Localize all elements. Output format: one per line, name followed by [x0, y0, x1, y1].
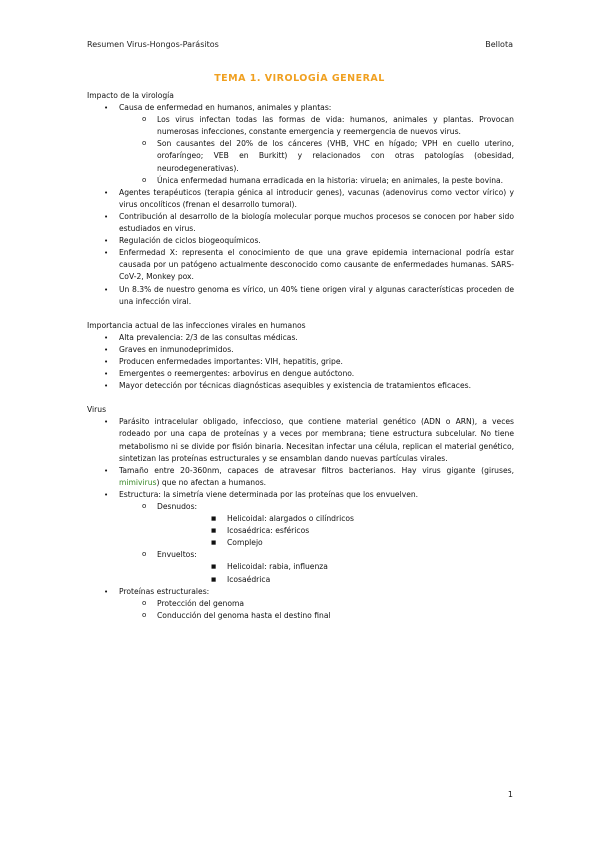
list-item: • Mayor detección por técnicas diagnósticas asequibles y existencia de tratamientos eficaces.: [87, 380, 514, 392]
list-item: • Producen enfermedades importantes: VIH, hepatitis, gripe.: [87, 356, 514, 368]
sub-list: [119, 501, 514, 586]
sub-list-item: o Única enfermedad humana erradicada en la historia: viruela; en animales, la peste bovina.: [119, 175, 514, 187]
list-item: [87, 586, 514, 622]
leaf-item: ■ Helicoidal: rabia, influenza: [157, 561, 514, 573]
bullet-list: [87, 416, 514, 622]
sub-list: [119, 598, 514, 622]
highlighted-term: mimivirus: [119, 477, 157, 487]
leaf-item: ■ Icosaédrica: esféricos: [157, 525, 514, 537]
list-item: [87, 489, 514, 586]
section-heading: Impacto de la virología: [87, 91, 174, 100]
list-item: • Un 8.3% de nuestro genoma es vírico, un 40% tiene origen viral y algunas características proceden de una infección viral.: [87, 284, 514, 308]
document-title: TEMA 1. VIROLOGÍA GENERAL: [214, 73, 385, 84]
leaf-item: ■ Complejo: [157, 537, 514, 549]
section-heading: Virus: [87, 405, 107, 415]
leaf-item: ■ Helicoidal: alargados o cilíndricos: [157, 513, 514, 525]
list-item: • Regulación de ciclos biogeoquímicos.: [87, 235, 514, 247]
sub-list-label: Envueltos:: [157, 550, 197, 560]
list-item: • Parásito intracelular obligado, infeccioso, que contiene material genético (ADN o ARN), a veces rodeado por una capa de proteínas y a veces por membrana; tiene estructura subcelular. No tiene metabolismo ni se divide por fisión binaria. Necesitan infectar una célula, replican el material genético, sintetizan las proteínas estructurales y se ensamblan dando nuevas partículas virales.: [87, 416, 514, 464]
list-item-text: Tamaño entre 20-360nm, capaces de atravesar filtros bacterianos. Hay virus gigante (giruses,: [119, 465, 514, 475]
leaf-list: [157, 513, 514, 549]
sub-list-item: o Son causantes del 20% de los cánceres (VHB, VHC en hígado; VPH en cuello uterino, orofaríngeo; VEB en Burkitt) y relacionados con otras patologías (obesidad, neurodegenerativas).: [119, 138, 514, 174]
list-item-text: Estructura: la simetría viene determinada por las proteínas que los envuelven.: [119, 489, 419, 499]
list-item-text: Causa de enfermedad en humanos, animales y plantas:: [119, 103, 332, 113]
list-item-text: Proteínas estructurales:: [119, 586, 210, 596]
list-item: • Agentes terapéuticos (terapia génica al introducir genes), vacunas (adenovirus como vector vírico) y virus oncolíticos (frenan el desarrollo tumoral).: [87, 187, 514, 211]
list-item: • Graves en inmunodeprimidos.: [87, 344, 514, 356]
list-item: • Contribución al desarrollo de la biología molecular porque muchos procesos se conocen por haber sido estudiados en virus.: [87, 211, 514, 235]
leaf-item: ■ Icosaédrica: [157, 574, 514, 586]
list-item: • Alta prevalencia: 2/3 de las consultas médicas.: [87, 332, 514, 344]
sub-list-item: o Conducción del genoma hasta el destino final: [119, 610, 514, 622]
sub-list-label: Desnudos:: [157, 502, 198, 511]
bullet-list: [87, 332, 514, 392]
sub-list-item: o Protección del genoma: [119, 598, 514, 610]
section-heading: Importancia actual de las infecciones virales en humanos: [87, 320, 306, 330]
document-body: [87, 90, 514, 622]
list-item: [87, 102, 514, 187]
list-item-text: ) que no afectan a humanos.: [156, 477, 267, 487]
running-header-title: Resumen Virus-Hongos-Parásitos: [87, 40, 219, 49]
page-number: 1: [507, 790, 513, 799]
sub-list: [119, 114, 514, 187]
list-item: • Enfermedad X: representa el conocimiento de que una grave epidemia internacional podría estar causada por un patógeno actualmente desconocido como causante de enfermedades humanas. SARS-CoV-2, Monkey pox.: [87, 247, 514, 283]
sub-list-item: [119, 549, 514, 585]
running-header-author: Bellota: [485, 40, 513, 49]
sub-list-item: [119, 501, 514, 549]
sub-list-item: o Los virus infectan todas las formas de vida: humanos, animales y plantas. Provocan numerosas infecciones, constante emergencia y reemergencia de nuevos virus.: [119, 114, 514, 138]
list-item: [87, 465, 514, 489]
bullet-list: [87, 102, 514, 308]
leaf-list: [157, 561, 514, 585]
list-item: • Emergentes o reemergentes: arbovirus en dengue autóctono.: [87, 368, 514, 380]
